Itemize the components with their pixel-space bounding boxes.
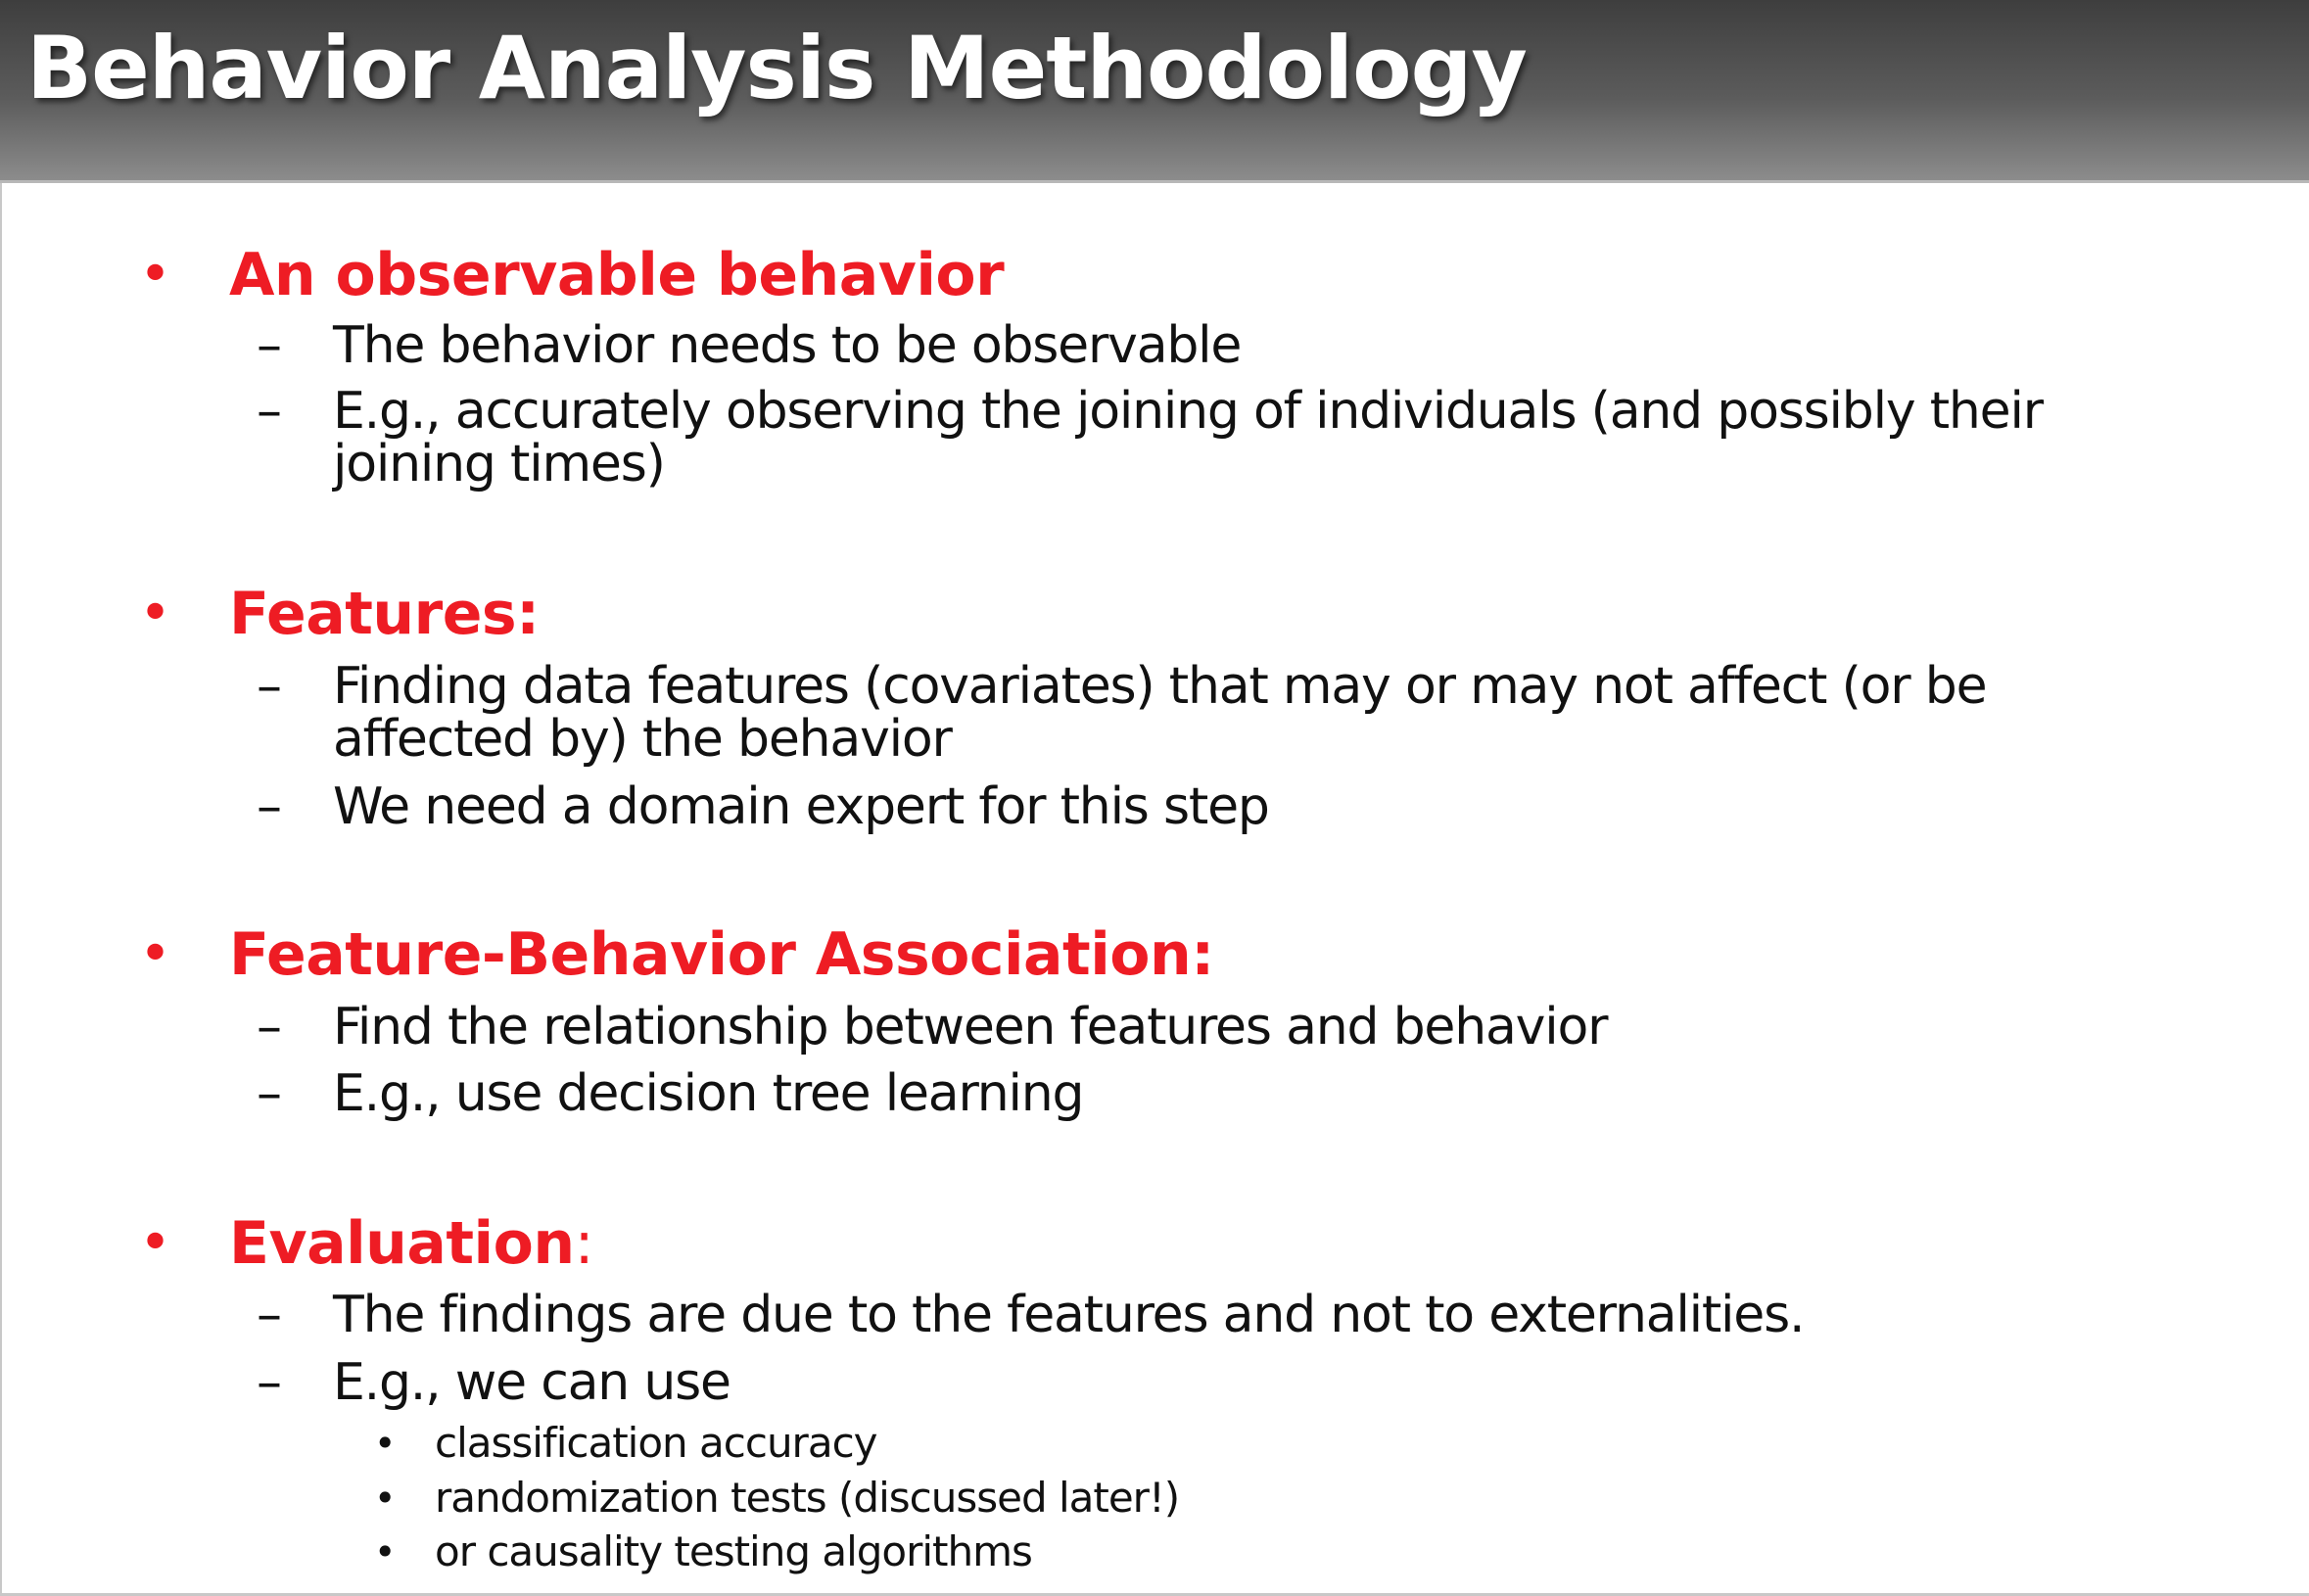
section-heading bbox=[0, 239, 2309, 311]
list-item-text: Finding data features (covariates) that may or may not affect (or be affected by) the behavior bbox=[333, 657, 1987, 769]
section-heading-text: Feature-Behavior Association: bbox=[229, 920, 1214, 989]
list-item-text: E.g., use decision tree learning bbox=[333, 1064, 1084, 1123]
dash-icon: – bbox=[257, 657, 282, 716]
dash-icon: – bbox=[257, 1286, 282, 1344]
dash-icon: – bbox=[257, 998, 282, 1056]
sub-list-item bbox=[0, 1473, 2309, 1524]
dash-icon: – bbox=[257, 316, 282, 375]
bullet-icon: • bbox=[139, 922, 172, 986]
dash-icon: – bbox=[257, 1353, 282, 1412]
sub-list-item bbox=[0, 1526, 2309, 1577]
list-item bbox=[0, 316, 2309, 375]
section-heading bbox=[0, 578, 2309, 650]
bullet-icon: • bbox=[139, 582, 172, 645]
section-heading bbox=[0, 1207, 2309, 1280]
sub-list-item-text: classification accuracy bbox=[435, 1419, 877, 1467]
bullet-icon: • bbox=[374, 1422, 397, 1465]
section-heading-text: An observable behavior bbox=[229, 241, 1005, 309]
section-heading-main: Evaluation bbox=[229, 1209, 575, 1278]
sub-list-item-text: or causality testing algorithms bbox=[435, 1527, 1032, 1575]
section-heading-text: Features: bbox=[229, 580, 540, 648]
sub-list-item-text: randomization tests (discussed later!) bbox=[435, 1474, 1180, 1522]
dash-icon: – bbox=[257, 382, 282, 441]
bullet-icon: • bbox=[139, 243, 172, 306]
section-heading-suffix: : bbox=[574, 1209, 594, 1278]
list-item bbox=[0, 382, 2309, 493]
section-heading-text bbox=[229, 1207, 593, 1280]
list-item bbox=[0, 998, 2309, 1056]
list-item bbox=[0, 1064, 2309, 1123]
sub-list-item bbox=[0, 1418, 2309, 1469]
list-item bbox=[0, 1353, 2309, 1412]
list-item-text: The behavior needs to be observable bbox=[333, 316, 1242, 375]
section-heading bbox=[0, 918, 2309, 991]
list-item-text: E.g., we can use bbox=[333, 1353, 730, 1412]
list-item-text: We need a domain expert for this step bbox=[333, 777, 1269, 836]
list-item bbox=[0, 657, 2309, 769]
list-item-text: Find the relationship between features and behavior bbox=[333, 998, 1608, 1056]
bullet-icon: • bbox=[139, 1211, 172, 1275]
list-item bbox=[0, 1286, 2309, 1344]
bullet-icon: • bbox=[374, 1530, 397, 1573]
dash-icon: – bbox=[257, 1064, 282, 1123]
slide-title: Behavior Analysis Methodology bbox=[26, 18, 1527, 118]
bullet-icon: • bbox=[374, 1477, 397, 1520]
list-item bbox=[0, 777, 2309, 836]
list-item-text: E.g., accurately observing the joining of individuals (and possibly their joining times) bbox=[333, 382, 2043, 493]
dash-icon: – bbox=[257, 777, 282, 836]
list-item-text: The findings are due to the features and not to externalities. bbox=[333, 1286, 1805, 1344]
